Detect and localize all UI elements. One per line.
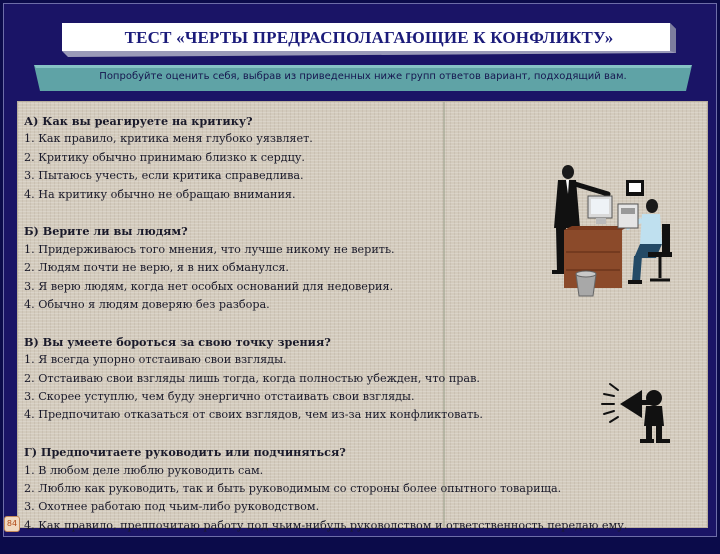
question-title: А) Как вы реагируете на критику?: [24, 114, 253, 128]
answer-option: 4. Обычно я людям доверяю без разбора.: [24, 298, 270, 312]
answer-option: 4. Предпочитаю отказаться от своих взглядов, чем из-за них конфликтовать.: [24, 408, 483, 422]
computer-monitor: [588, 196, 612, 224]
instruction-bar: [34, 65, 692, 91]
answer-option: 1. Придерживаюсь того мнения, что лучше никому не верить.: [24, 242, 395, 256]
question-block-g: [24, 443, 704, 535]
answer-option: 3. Скорее уступлю, чем буду энергично отстаивать свои взгляды.: [24, 390, 415, 404]
megaphone-person-icon: [596, 376, 676, 446]
answer-option: 1. Как правило, критика меня глубоко уязвляет.: [24, 132, 313, 146]
title-ribbon: [62, 23, 676, 57]
answer-option: 4. На критику обычно не обращаю внимания.: [24, 187, 296, 201]
question-title: Б) Верите ли вы людям?: [24, 224, 188, 239]
answer-option: 2. Людям почти не верю, я в них обманулся.: [24, 261, 289, 275]
question-title: Г) Предпочитаете руководить или подчиняться?: [24, 445, 346, 460]
answer-option: 1. В любом деле люблю руководить сам.: [24, 463, 264, 477]
office-scene-illustration: [530, 160, 680, 300]
answer-option: 3. Охотнее работаю под чьим-либо руководством.: [24, 500, 320, 514]
answer-option: 2. Критику обычно принимаю близко к сердцу.: [24, 150, 305, 164]
answer-option: 2. Люблю как руководить, так и быть руководимым со стороны более опытного товарища.: [24, 482, 562, 496]
worker-computer: [618, 204, 638, 228]
wall-screen: [626, 180, 644, 196]
megaphone: [620, 390, 642, 418]
answer-option: 3. Я верю людям, когда нет особых оснований для недоверия.: [24, 279, 394, 293]
wastebasket: [576, 271, 596, 296]
answer-option: 1. Я всегда упорно отстаиваю свои взгляды.: [24, 353, 287, 367]
sound-lines: [602, 384, 618, 422]
desk: [564, 226, 630, 288]
question-title: В) Вы умеете бороться за свою точку зрения?: [24, 334, 331, 349]
answer-option: 2. Отстаиваю свои взгляды лишь тогда, когда полностью убежден, что прав.: [24, 371, 480, 385]
page-title: ТЕСТ «ЧЕРТЫ ПРЕДРАСПОЛАГАЮЩИЕ К КОНФЛИКТУ»: [124, 28, 614, 47]
answer-option: 3. Пытаюсь учесть, если критика справедлива.: [24, 169, 304, 183]
answer-option: 4. Как правило, предпочитаю работу под чьим-нибудь руководством и ответственность передаю ему.: [24, 518, 628, 532]
instruction-text: Попробуйте оценить себя, выбрав из приведенных ниже групп ответов вариант, подходящий вам.: [99, 71, 627, 82]
page-number-badge: 84: [4, 516, 20, 532]
